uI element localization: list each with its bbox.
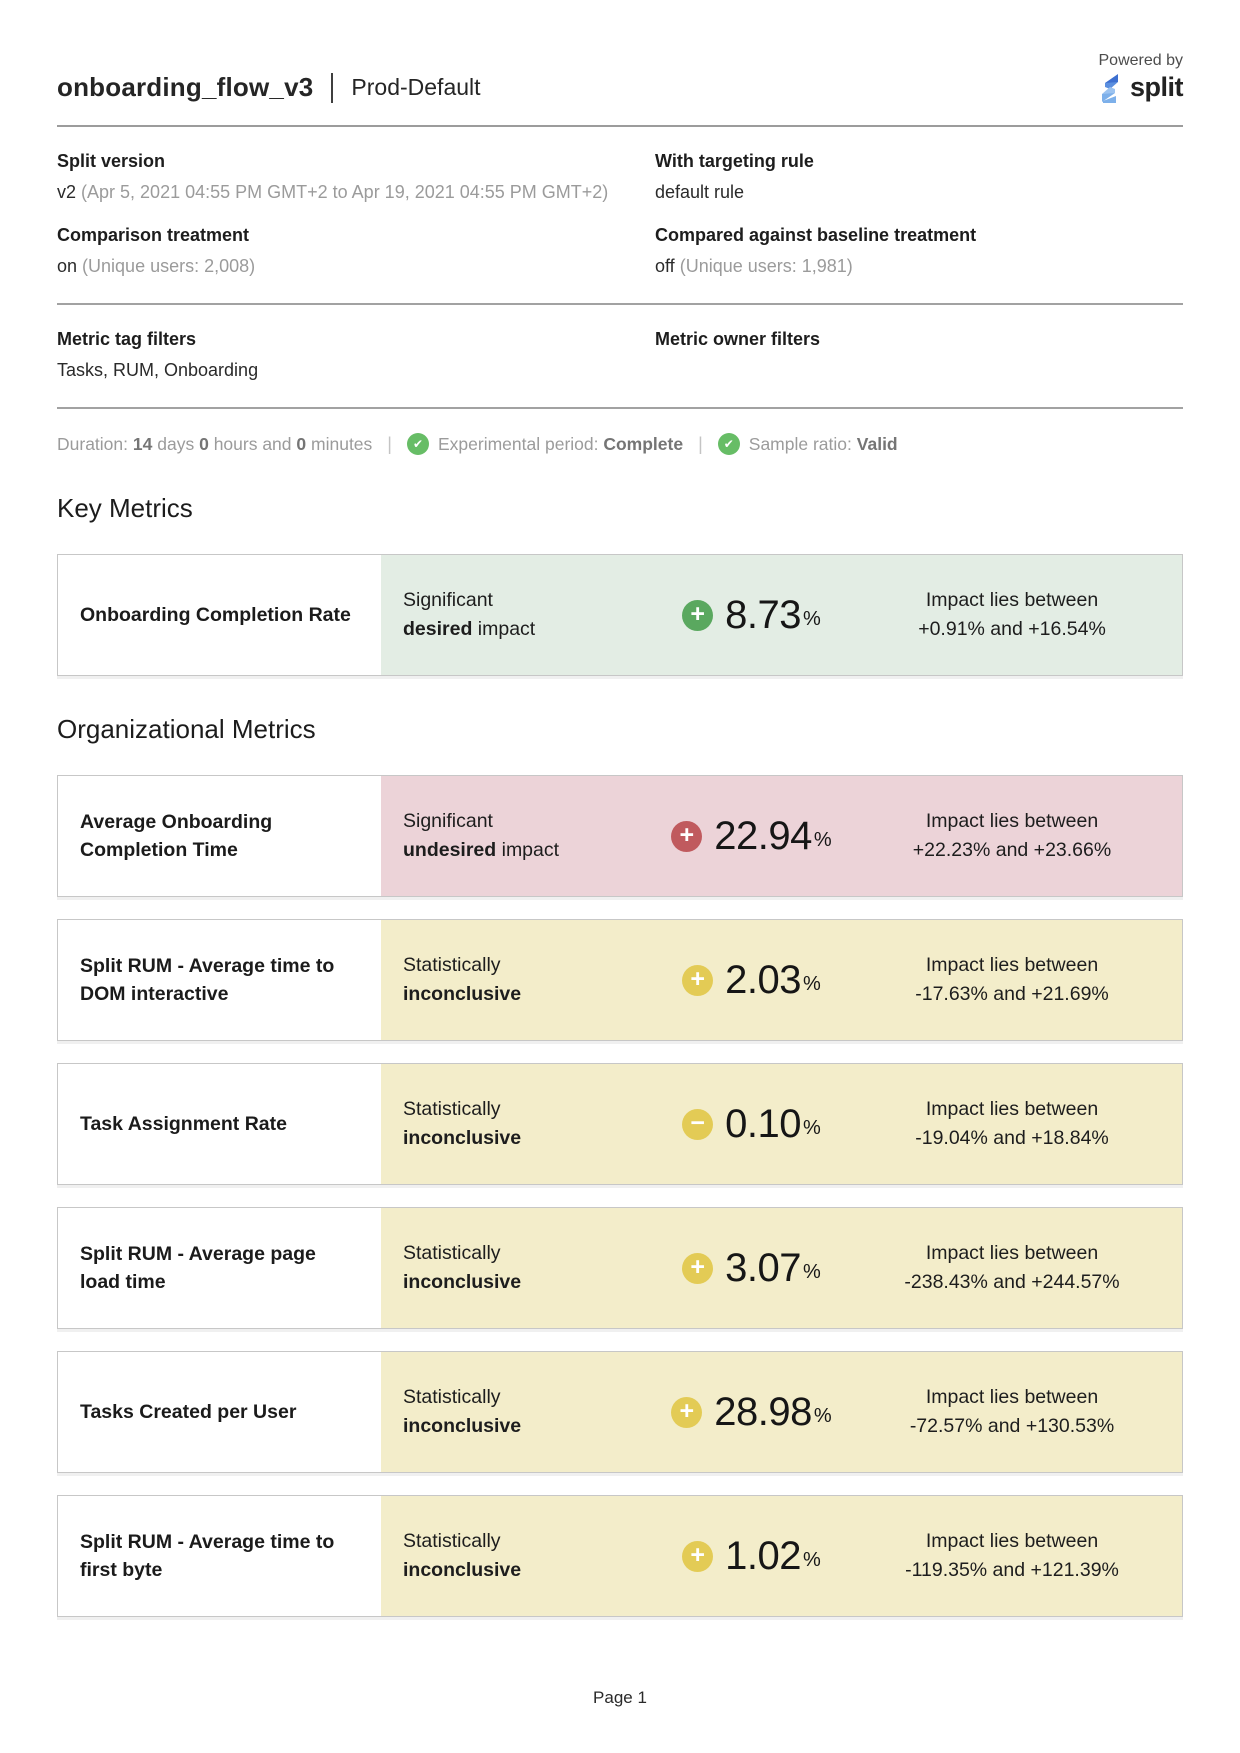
impact-value: + 2.03 % xyxy=(641,958,862,1003)
status-text: Statistically inconclusive xyxy=(403,1530,522,1581)
metric-card xyxy=(57,1207,1183,1329)
status-text: Significant desired impact xyxy=(403,589,536,640)
targeting-rule-value: default rule xyxy=(655,182,745,202)
impact-range: Impact lies between +0.91% and +16.54% xyxy=(918,589,1106,640)
impact-value: + 8.73 % xyxy=(641,593,862,638)
split-logo xyxy=(1097,72,1183,103)
split-logo-icon xyxy=(1097,73,1123,103)
impact-range: Impact lies between -19.04% and +18.84% xyxy=(915,1098,1109,1149)
baseline-treatment-label: Compared against baseline treatment xyxy=(655,225,977,245)
minus-icon: − xyxy=(682,1109,713,1140)
metric-name: Split RUM - Average time to first byte xyxy=(58,1496,381,1616)
impact-value: + 28.98 % xyxy=(641,1390,862,1435)
title-separator xyxy=(331,73,333,103)
metric-card xyxy=(57,775,1183,897)
impact-value: + 22.94 % xyxy=(641,814,862,859)
plus-icon: + xyxy=(682,965,713,996)
plus-icon: + xyxy=(682,1253,713,1284)
status-text: Statistically inconclusive xyxy=(403,1386,522,1437)
plus-icon: + xyxy=(682,600,713,631)
metric-name: Tasks Created per User xyxy=(58,1352,381,1472)
status-text: Statistically inconclusive xyxy=(403,1242,522,1293)
metric-name: Task Assignment Rate xyxy=(58,1064,381,1184)
status-text: Statistically inconclusive xyxy=(403,954,522,1005)
organizational-metrics-heading: Organizational Metrics xyxy=(57,714,316,744)
plus-icon: + xyxy=(671,1397,702,1428)
baseline-treatment-value: off (Unique users: 1,981) xyxy=(655,256,853,276)
plus-icon: + xyxy=(671,821,702,852)
status-text: Statistically inconclusive xyxy=(403,1098,522,1149)
metric-card xyxy=(57,1495,1183,1617)
impact-value: + 3.07 % xyxy=(641,1246,862,1291)
metric-card xyxy=(57,1351,1183,1473)
plus-icon: + xyxy=(682,1541,713,1572)
tag-filters-label: Metric tag filters xyxy=(57,329,197,349)
environment-name: Prod-Default xyxy=(351,74,481,100)
metric-filters xyxy=(57,305,1183,381)
targeting-rule-label: With targeting rule xyxy=(655,151,814,171)
duration-text: Duration: 14 days 0 hours and 0 minutes xyxy=(57,433,373,454)
metric-card xyxy=(57,554,1183,676)
owner-filters-label: Metric owner filters xyxy=(655,329,821,349)
comparison-treatment-value: on (Unique users: 2,008) xyxy=(57,256,256,276)
baseline-users: (Unique users: 1,981) xyxy=(679,256,853,276)
tag-filters-value: Tasks, RUM, Onboarding xyxy=(57,360,259,380)
key-metrics-heading: Key Metrics xyxy=(57,493,193,523)
impact-value: − 0.10 % xyxy=(641,1102,862,1147)
impact-range: Impact lies between -119.35% and +121.39% xyxy=(905,1530,1119,1581)
experimental-period-text: Experimental period: Complete xyxy=(437,433,684,454)
impact-range: Impact lies between -17.63% and +21.69% xyxy=(915,954,1109,1005)
metric-name: Split RUM - Average page load time xyxy=(58,1208,381,1328)
sample-ratio-text: Sample ratio: Valid xyxy=(748,433,898,454)
impact-range: Impact lies between -72.57% and +130.53% xyxy=(909,1386,1115,1437)
split-version-label: Split version xyxy=(57,151,166,171)
powered-by-label: Powered by xyxy=(1098,52,1183,69)
report-header xyxy=(57,72,1183,127)
experiment-info xyxy=(57,127,1183,277)
separator: | xyxy=(387,433,392,454)
impact-range: Impact lies between +22.23% and +23.66% xyxy=(912,810,1112,861)
metric-card xyxy=(57,919,1183,1041)
separator: | xyxy=(698,433,703,454)
metric-card xyxy=(57,1063,1183,1185)
metric-name: Split RUM - Average time to DOM interactive xyxy=(58,920,381,1040)
metric-name: Onboarding Completion Rate xyxy=(58,555,381,675)
page-footer: Page 1 xyxy=(593,1688,647,1707)
split-version-value: v2 (Apr 5, 2021 04:55 PM GMT+2 to Apr 19, 2021 04:55 PM GMT+2) xyxy=(57,182,609,202)
split-wordmark: split xyxy=(1129,72,1183,102)
impact-range: Impact lies between -238.43% and +244.57% xyxy=(904,1242,1120,1293)
comparison-treatment-label: Comparison treatment xyxy=(57,225,250,245)
check-icon: ✔ xyxy=(407,433,429,455)
impact-value: + 1.02 % xyxy=(641,1534,862,1579)
experiment-status-bar xyxy=(57,433,1183,455)
divider xyxy=(57,407,1183,409)
comparison-users: (Unique users: 2,008) xyxy=(82,256,256,276)
page-title: onboarding_flow_v3 xyxy=(57,72,314,102)
status-text: Significant undesired impact xyxy=(403,810,560,861)
split-version-dates: (Apr 5, 2021 04:55 PM GMT+2 to Apr 19, 2021 04:55 PM GMT+2) xyxy=(81,182,609,202)
metric-name: Average Onboarding Completion Time xyxy=(58,776,381,896)
check-icon: ✔ xyxy=(718,433,740,455)
